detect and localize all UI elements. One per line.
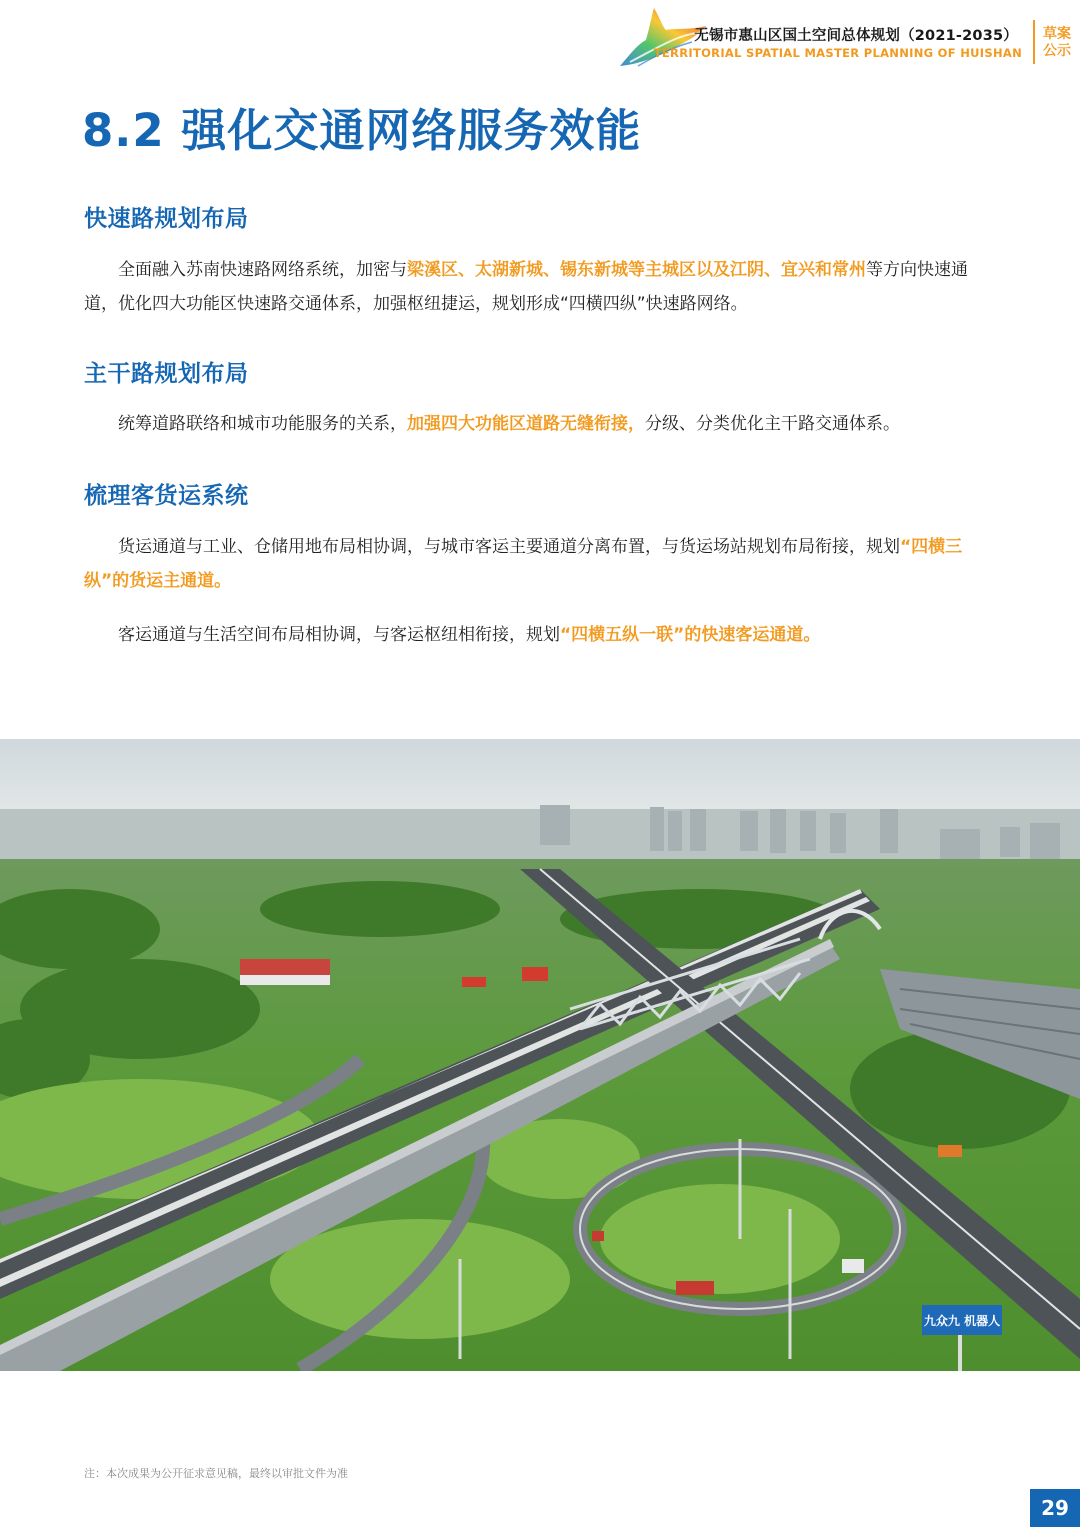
paragraph-text: 货运通道与工业、仓储用地布局相协调，与城市客运主要通道分离布置，与货运场站规划布局衔接，规划 [118, 537, 900, 557]
header-title-en: TERRITORIAL SPATIAL MASTER PLANNING OF HUISHAN [653, 46, 1022, 60]
page-number: 29 [1030, 1489, 1080, 1527]
paragraph-text: 全面融入苏南快速路网络系统，加密与 [118, 260, 407, 280]
paragraph-text: 分级、分类优化主干路交通体系。 [645, 414, 900, 434]
paragraph-text: 客运通道与生活空间布局相协调，与客运枢纽相衔接，规划 [118, 625, 560, 645]
paragraph-text: 等方向快速通道，优化四大功能区快速路交通体系，加强枢纽捷运，规划形成“四横四纵”快速路网络。 [84, 260, 968, 314]
section-title-expressway: 快速路规划布局 [84, 206, 249, 232]
draft-badge [1041, 26, 1073, 60]
section-title-transport: 梳理客货运系统 [84, 483, 249, 509]
paragraph-highlight: 加强四大功能区道路无缝衔接， [407, 414, 645, 434]
billboard-text: 九众九 机器人 [923, 1314, 1001, 1328]
paragraph-expressway [84, 253, 1000, 321]
page-header [0, 0, 1080, 80]
header-divider [1033, 20, 1035, 64]
interchange-illustration [0, 739, 1080, 1371]
paragraph-highlight: “四横五纵一联”的快速客运通道。 [560, 625, 821, 645]
paragraph-passenger [84, 618, 1000, 652]
draft-badge-line1: 草案 [1043, 26, 1071, 42]
section-title-arterial: 主干路规划布局 [84, 361, 249, 387]
paragraph-freight [84, 530, 1000, 598]
aerial-interchange-photo [0, 739, 1080, 1371]
header-title-cn: 无锡市惠山区国土空间总体规划（2021-2035） [694, 28, 1018, 44]
draft-badge-line2: 公示 [1043, 43, 1071, 59]
paragraph-text: 统筹道路联络和城市功能服务的关系， [118, 414, 407, 434]
paragraph-highlight: “四横三纵”的货运主通道。 [84, 537, 963, 591]
paragraph-highlight: 梁溪区、太湖新城、锡东新城等主城区以及江阴、宜兴和常州 [407, 260, 866, 280]
paragraph-arterial [84, 407, 1000, 441]
page-title: 8.2 强化交通网络服务效能 [82, 104, 642, 157]
footnote: 注：本次成果为公开征求意见稿，最终以审批文件为准 [84, 1467, 348, 1480]
